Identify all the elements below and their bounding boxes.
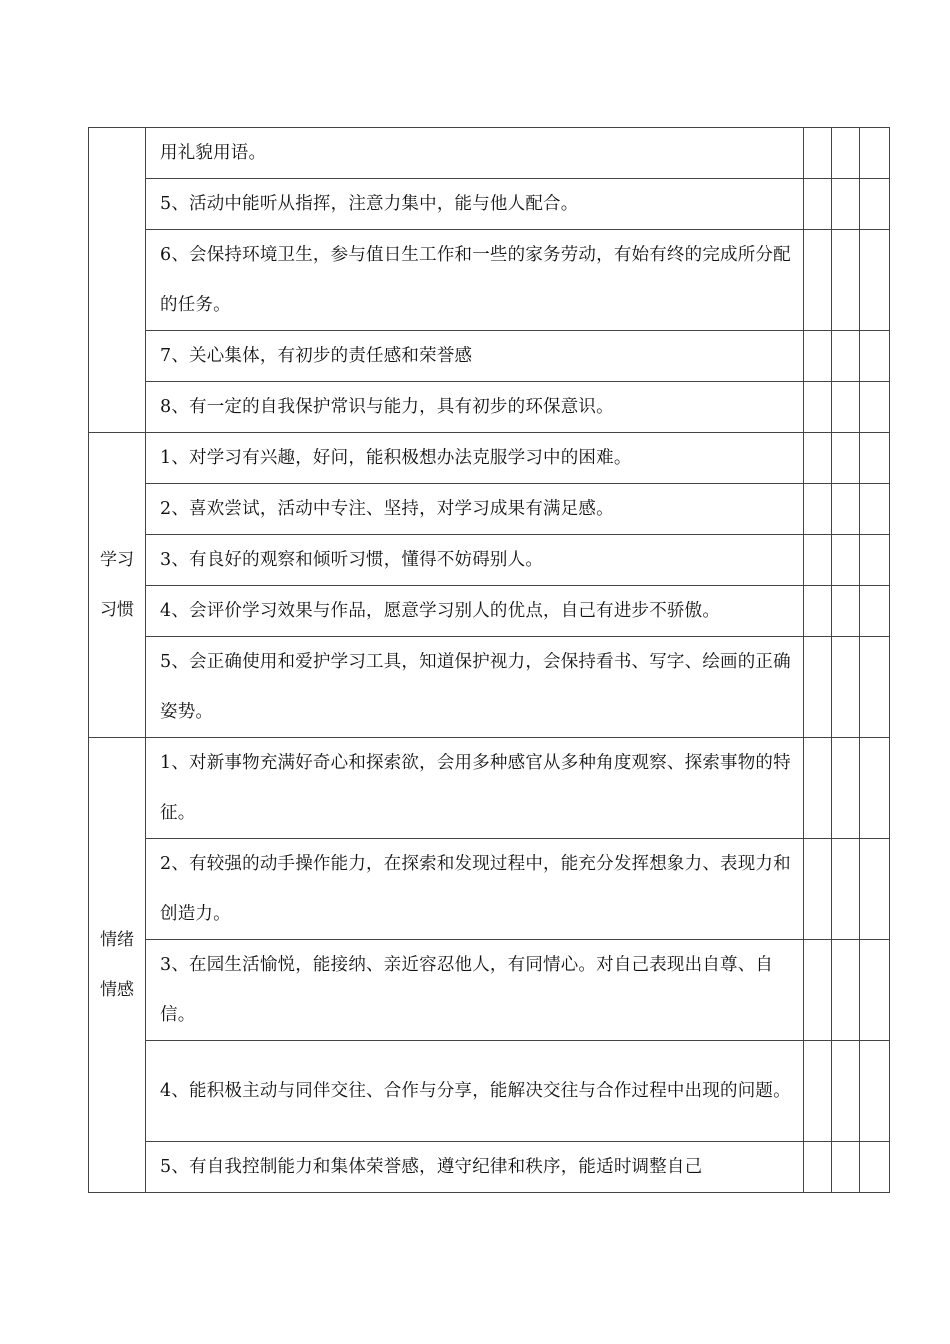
- rating-cell[interactable]: [860, 331, 890, 382]
- rating-cell[interactable]: [860, 382, 890, 433]
- criterion-text: 1、对新事物充满好奇心和探索欲，会用多种感官从多种角度观察、探索事物的特征。: [146, 738, 804, 839]
- rating-cell[interactable]: [804, 1041, 832, 1142]
- rating-cell[interactable]: [804, 637, 832, 738]
- rating-cell[interactable]: [804, 484, 832, 535]
- rating-cell[interactable]: [804, 230, 832, 331]
- category-label: 情绪情感: [100, 930, 134, 1000]
- rating-cell[interactable]: [832, 484, 860, 535]
- criterion-text: 4、能积极主动与同伴交往、合作与分享，能解决交往与合作过程中出现的问题。: [146, 1041, 804, 1142]
- rating-cell[interactable]: [804, 331, 832, 382]
- rating-cell[interactable]: [804, 433, 832, 484]
- rating-cell[interactable]: [832, 535, 860, 586]
- rating-cell[interactable]: [832, 433, 860, 484]
- rating-cell[interactable]: [804, 1142, 832, 1193]
- criterion-text: 2、有较强的动手操作能力，在探索和发现过程中，能充分发挥想象力、表现力和创造力。: [146, 839, 804, 940]
- rating-cell[interactable]: [860, 1142, 890, 1193]
- rating-cell[interactable]: [832, 230, 860, 331]
- rating-cell[interactable]: [860, 535, 890, 586]
- rating-cell[interactable]: [832, 586, 860, 637]
- rating-cell[interactable]: [860, 1041, 890, 1142]
- rating-cell[interactable]: [832, 1142, 860, 1193]
- rating-cell[interactable]: [860, 484, 890, 535]
- table-row: [89, 637, 890, 738]
- criterion-text: 3、在园生活愉悦，能接纳、亲近容忍他人，有同情心。对自己表现出自尊、自信。: [146, 940, 804, 1041]
- rating-cell[interactable]: [832, 738, 860, 839]
- rating-cell[interactable]: [860, 738, 890, 839]
- rating-cell[interactable]: [860, 940, 890, 1041]
- table-row: [89, 433, 890, 484]
- rating-cell[interactable]: [804, 179, 832, 230]
- rating-cell[interactable]: [860, 433, 890, 484]
- category-cell: [89, 738, 146, 1193]
- criterion-text: 2、喜欢尝试，活动中专注、坚持，对学习成果有满足感。: [146, 484, 804, 535]
- table-row: [89, 179, 890, 230]
- rating-cell[interactable]: [804, 940, 832, 1041]
- criterion-text: 6、会保持环境卫生，参与值日生工作和一些的家务劳动，有始有终的完成所分配的任务。: [146, 230, 804, 331]
- rating-cell[interactable]: [804, 586, 832, 637]
- rating-cell[interactable]: [860, 230, 890, 331]
- rating-cell[interactable]: [804, 839, 832, 940]
- rating-cell[interactable]: [804, 382, 832, 433]
- table-row: [89, 1041, 890, 1142]
- rating-cell[interactable]: [860, 637, 890, 738]
- table-row: [89, 1142, 890, 1193]
- category-cell: [89, 433, 146, 738]
- criterion-text: 5、有自我控制能力和集体荣誉感，遵守纪律和秩序，能适时调整自己: [146, 1142, 804, 1193]
- table-row: [89, 839, 890, 940]
- evaluation-table: [88, 127, 890, 1193]
- rating-cell[interactable]: [804, 535, 832, 586]
- criterion-text: 3、有良好的观察和倾听习惯，懂得不妨碍别人。: [146, 535, 804, 586]
- table-row: [89, 738, 890, 839]
- criterion-text: 用礼貌用语。: [146, 128, 804, 179]
- criterion-text: 5、会正确使用和爱护学习工具，知道保护视力，会保持看书、写字、绘画的正确姿势。: [146, 637, 804, 738]
- criterion-text: 5、活动中能听从指挥，注意力集中，能与他人配合。: [146, 179, 804, 230]
- rating-cell[interactable]: [832, 179, 860, 230]
- table-row: [89, 230, 890, 331]
- category-label: 学习习惯: [100, 550, 134, 620]
- rating-cell[interactable]: [832, 839, 860, 940]
- rating-cell[interactable]: [860, 586, 890, 637]
- criterion-text: 8、有一定的自我保护常识与能力，具有初步的环保意识。: [146, 382, 804, 433]
- rating-cell[interactable]: [832, 637, 860, 738]
- table-row: [89, 586, 890, 637]
- evaluation-table-body: [89, 128, 890, 1193]
- table-row: [89, 331, 890, 382]
- criterion-text: 7、关心集体，有初步的责任感和荣誉感: [146, 331, 804, 382]
- rating-cell[interactable]: [860, 128, 890, 179]
- rating-cell[interactable]: [832, 1041, 860, 1142]
- rating-cell[interactable]: [832, 940, 860, 1041]
- rating-cell[interactable]: [832, 331, 860, 382]
- rating-cell[interactable]: [832, 382, 860, 433]
- rating-cell[interactable]: [860, 179, 890, 230]
- rating-cell[interactable]: [832, 128, 860, 179]
- rating-cell[interactable]: [804, 738, 832, 839]
- rating-cell[interactable]: [804, 128, 832, 179]
- table-row: [89, 940, 890, 1041]
- table-row: [89, 382, 890, 433]
- table-row: [89, 128, 890, 179]
- table-row: [89, 535, 890, 586]
- rating-cell[interactable]: [860, 839, 890, 940]
- criterion-text: 4、会评价学习效果与作品，愿意学习别人的优点，自己有进步不骄傲。: [146, 586, 804, 637]
- criterion-text: 1、对学习有兴趣，好问，能积极想办法克服学习中的困难。: [146, 433, 804, 484]
- table-row: [89, 484, 890, 535]
- category-cell: [89, 128, 146, 433]
